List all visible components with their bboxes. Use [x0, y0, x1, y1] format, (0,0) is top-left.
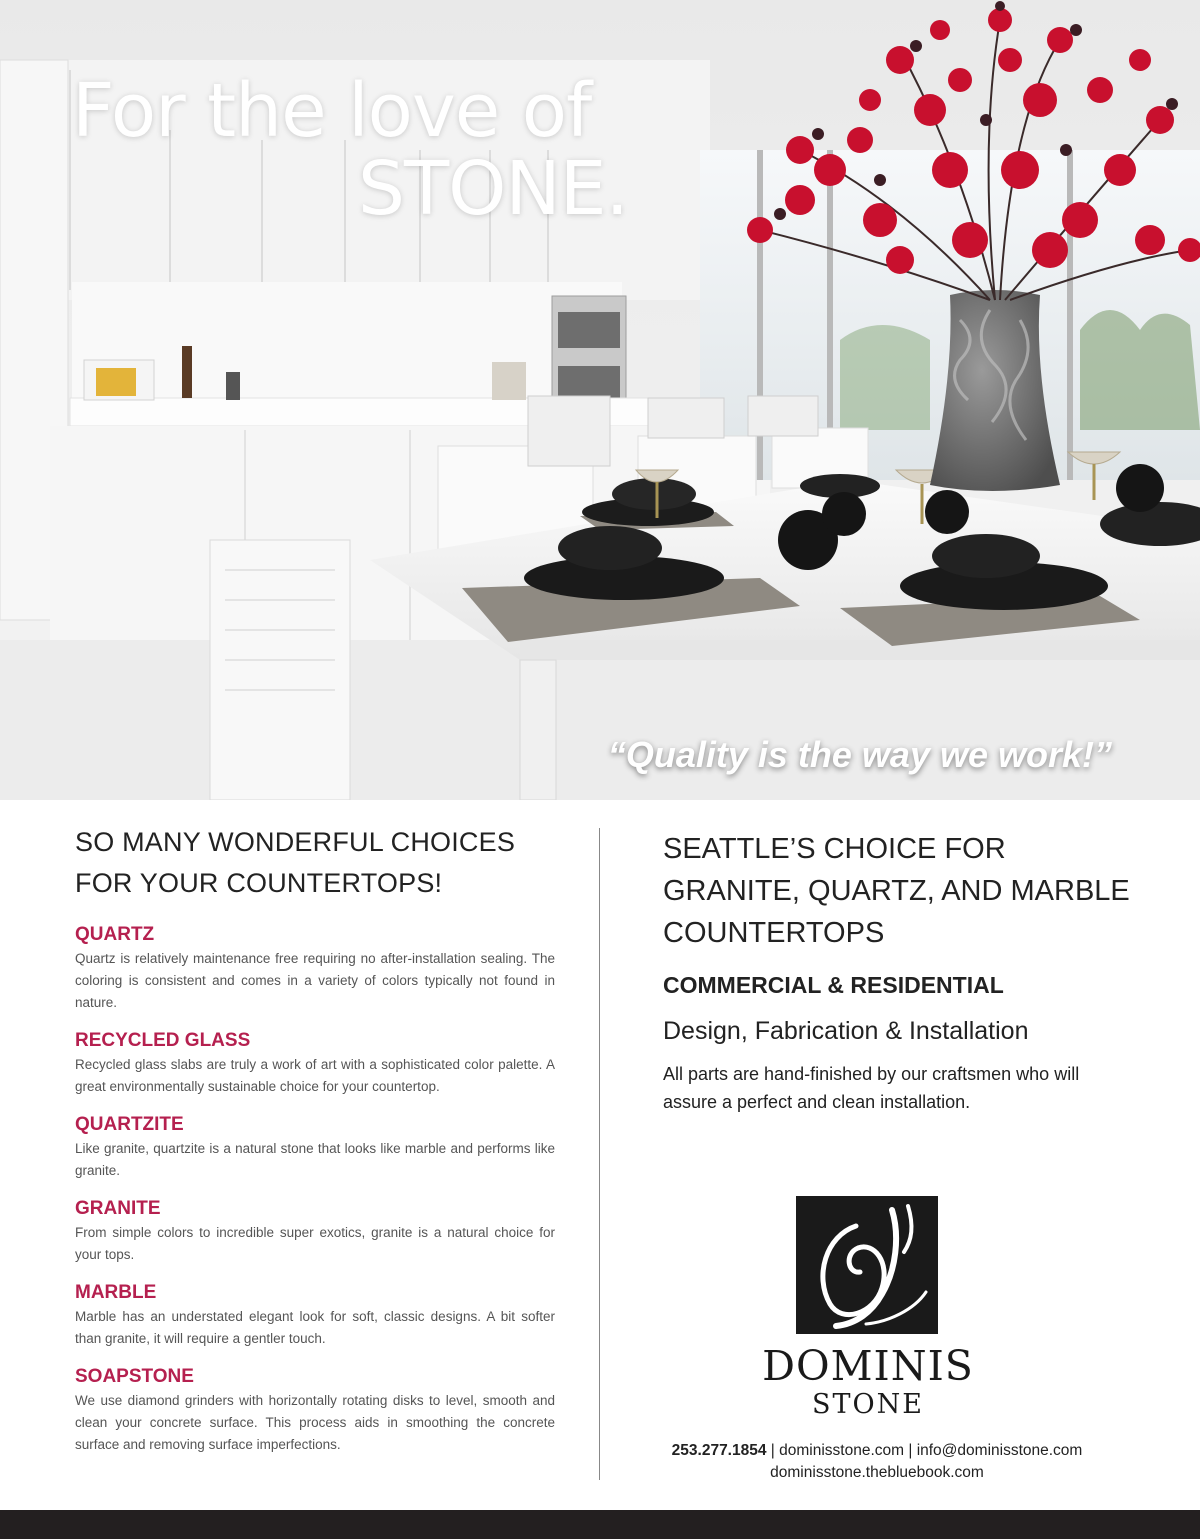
- separator: |: [904, 1442, 917, 1459]
- column-divider: [599, 828, 600, 1480]
- choices-heading: [75, 822, 555, 904]
- info-heading-line-1: SEATTLE’S CHOICE FOR: [663, 833, 1006, 865]
- logo-monogram-icon: [796, 1196, 938, 1334]
- choice-text: We use diamond grinders with horizontally rotating disks to level, smooth and clean your concrete surface. This process aids in smoothing the concrete surface and removing surface imperfections.: [75, 1393, 555, 1452]
- choice-title: MARBLE: [75, 1282, 157, 1303]
- email-link[interactable]: info@dominisstone.com: [916, 1442, 1083, 1459]
- contact-line-1: [640, 1440, 1114, 1462]
- monogram-icon: [796, 1196, 938, 1334]
- choices-heading-line-2: FOR YOUR COUNTERTOPS!: [75, 868, 443, 898]
- phone-number[interactable]: 253.277.1854: [671, 1442, 767, 1459]
- choice-title: QUARTZ: [75, 924, 155, 945]
- logo-sub: STONE: [812, 1389, 924, 1420]
- choice-text: Marble has an understated elegant look for soft, classic designs. A bit softer than granite, it will require a gentler touch.: [75, 1309, 555, 1346]
- choice-text: From simple colors to incredible super exotics, granite is a natural choice for your tops.: [75, 1225, 555, 1262]
- logo-name: DOMINIS: [762, 1342, 974, 1390]
- choices-section: [75, 822, 555, 1456]
- choices-heading-line-1: SO MANY WONDERFUL CHOICES: [75, 827, 516, 857]
- headline-line-2: STONE.: [358, 146, 629, 232]
- info-heading-line-2: GRANITE, QUARTZ, AND MARBLE: [663, 875, 1130, 907]
- choice-text: Quartz is relatively maintenance free requiring no after-installation sealing. The coloring is consistent and comes in a variety of colors typically not found in nature.: [75, 951, 555, 1010]
- headline-line-1: For the love of: [72, 68, 592, 154]
- choice-granite: [75, 1198, 555, 1266]
- info-services: Design, Fabrication & Installation: [663, 1017, 1029, 1045]
- choice-title: QUARTZITE: [75, 1114, 184, 1135]
- choice-title: SOAPSTONE: [75, 1366, 194, 1387]
- choice-marble: [75, 1282, 555, 1350]
- choice-quartzite: [75, 1114, 555, 1182]
- choice-title: RECYCLED GLASS: [75, 1030, 251, 1051]
- bluebook-link[interactable]: dominisstone.thebluebook.com: [770, 1464, 984, 1481]
- choice-recycled-glass: [75, 1030, 555, 1098]
- info-subheading: COMMERCIAL & RESIDENTIAL: [663, 972, 1004, 998]
- choice-text: Like granite, quartzite is a natural stone that looks like marble and performs like granite.: [75, 1141, 555, 1178]
- choice-text: Recycled glass slabs are truly a work of art with a sophisticated color palette. A great environmentally sustainable choice for your countertop.: [75, 1057, 555, 1094]
- info-heading: [663, 828, 1143, 954]
- info-heading-line-3: COUNTERTOPS: [663, 917, 885, 949]
- info-description: All parts are hand-finished by our craftsmen who will assure a perfect and clean installation.: [663, 1064, 1080, 1112]
- website-link[interactable]: dominisstone.com: [779, 1442, 905, 1459]
- info-section: [663, 828, 1143, 1116]
- choice-soapstone: [75, 1366, 555, 1456]
- footer-bar: [0, 1510, 1200, 1539]
- tagline: “Quality is the way we work!”: [607, 734, 1112, 775]
- headline: [72, 68, 672, 232]
- choice-quartz: [75, 924, 555, 1014]
- separator: |: [766, 1442, 780, 1459]
- contact-info: [640, 1440, 1114, 1484]
- choice-title: GRANITE: [75, 1198, 161, 1219]
